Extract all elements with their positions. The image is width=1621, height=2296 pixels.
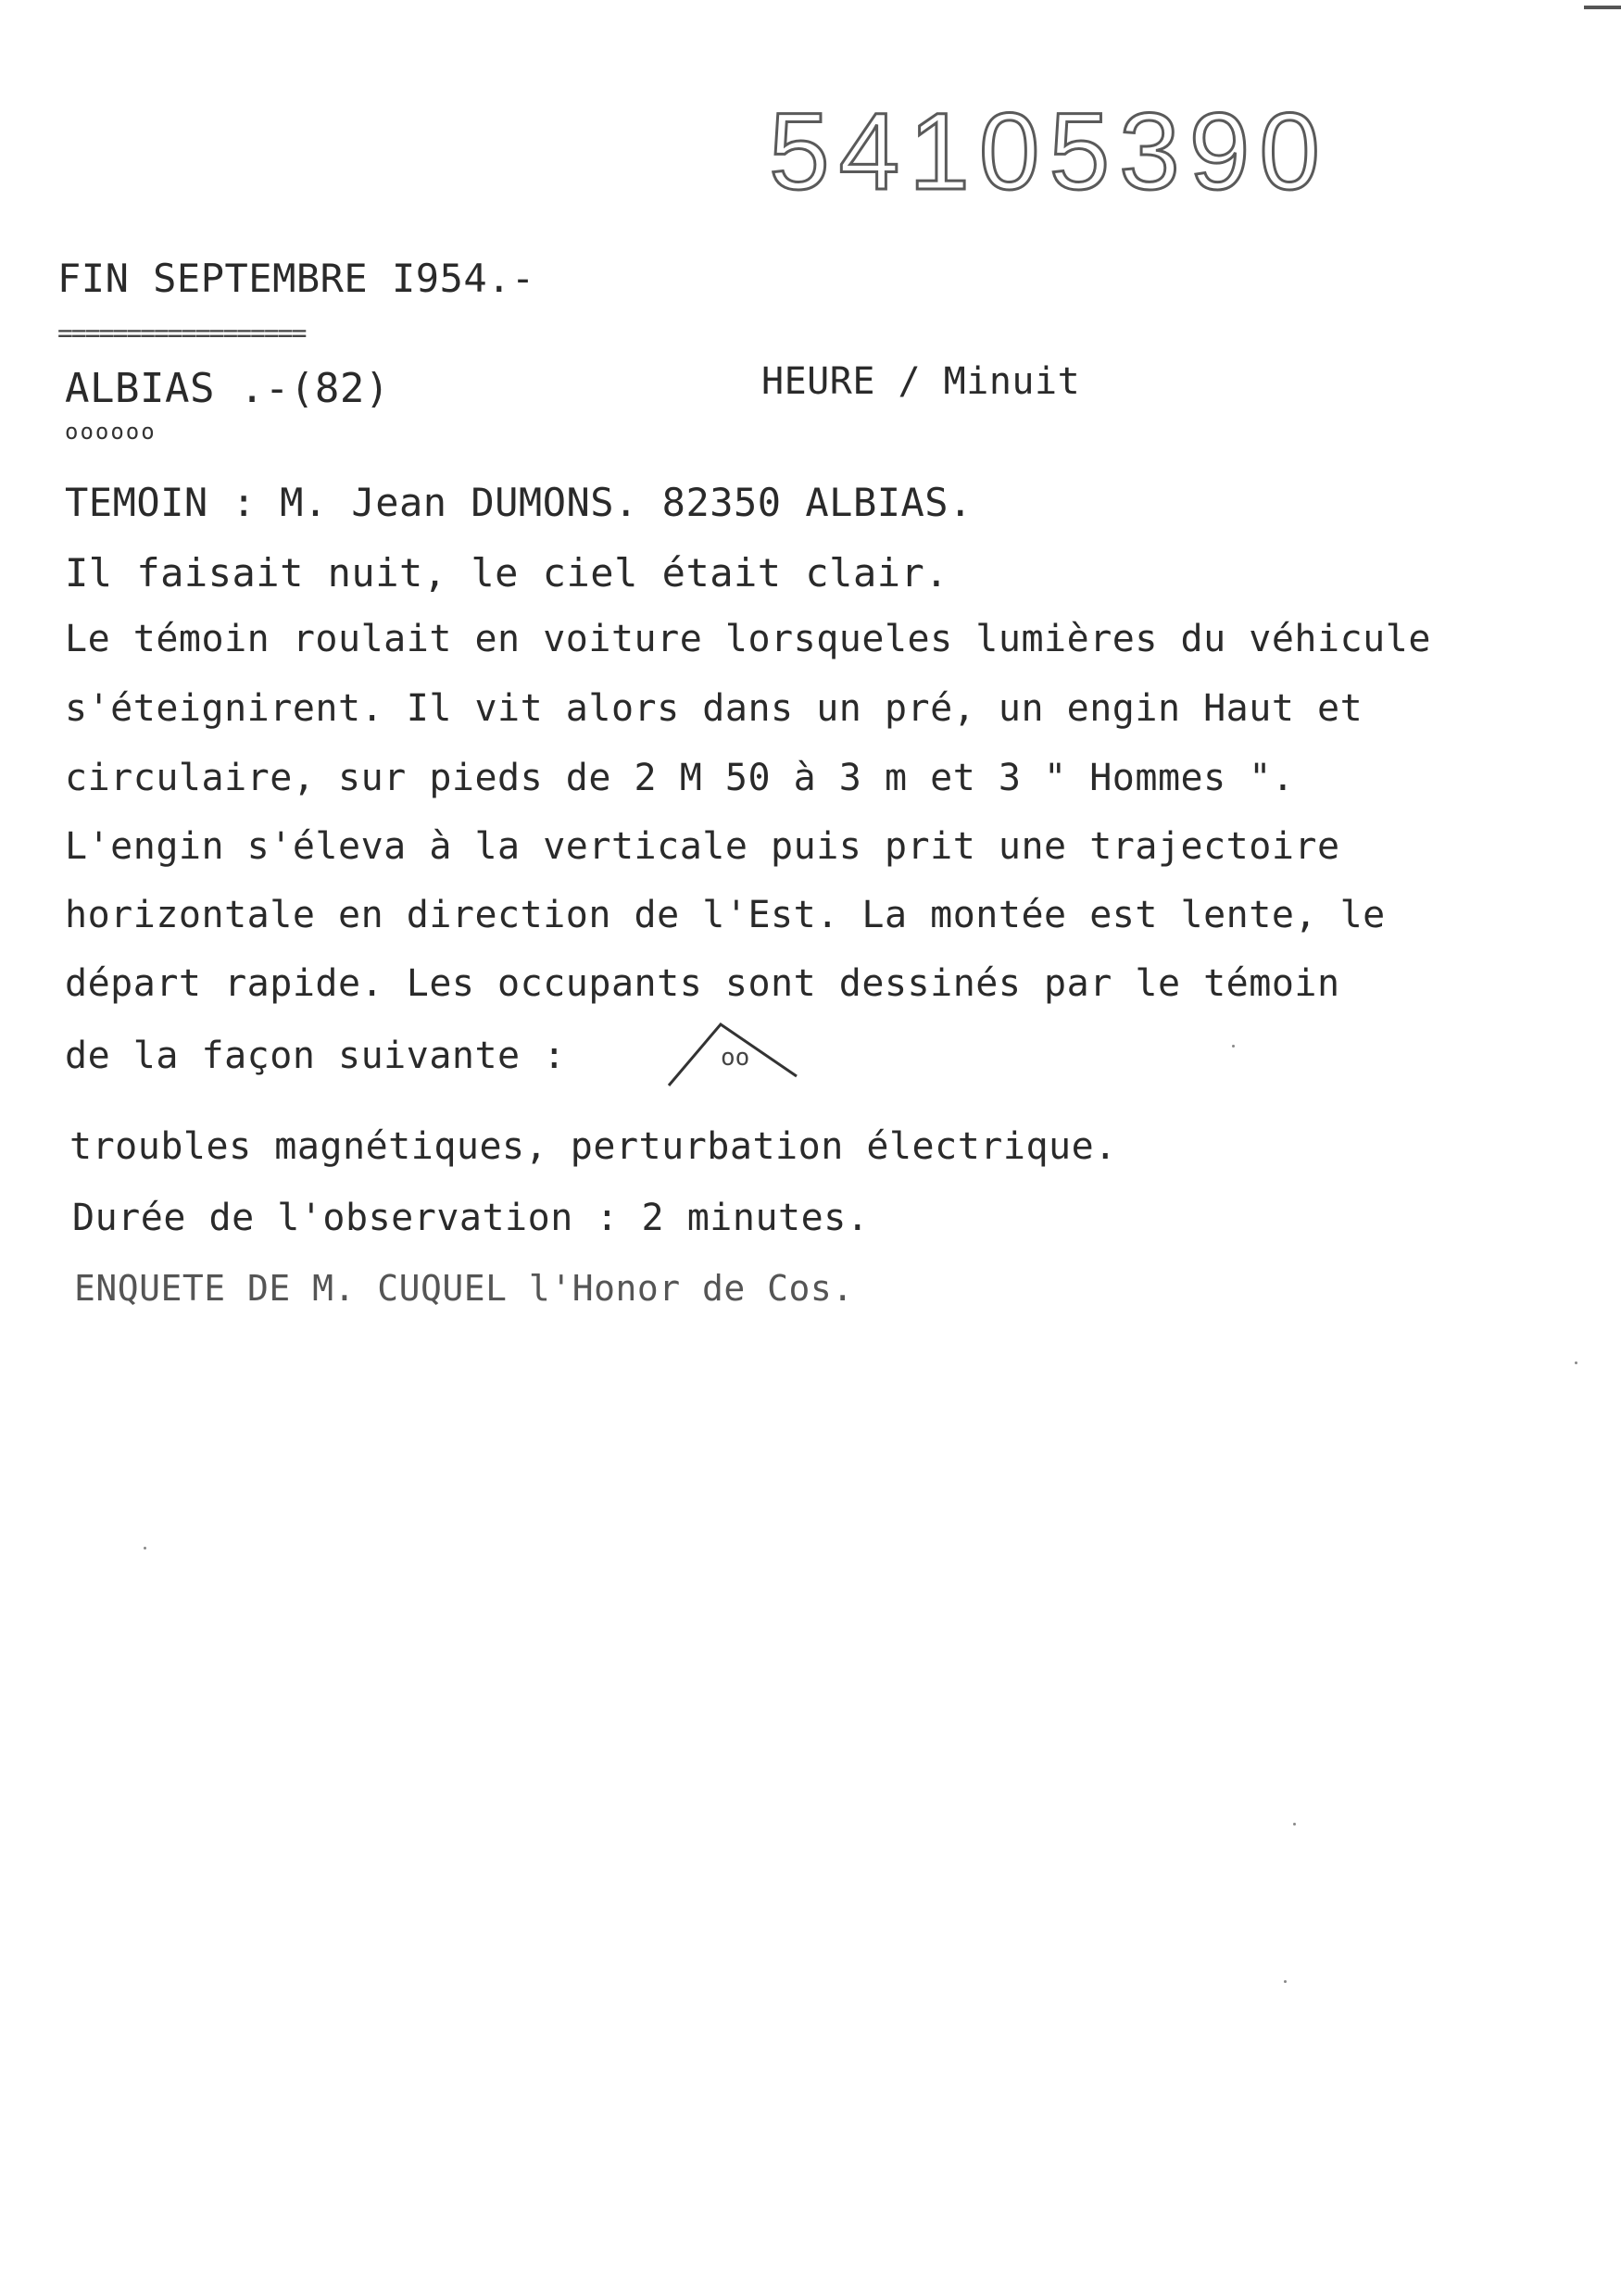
sketch-eyes: oo [721,1044,750,1072]
investigator-line: ENQUETE DE M. CUQUEL l'Honor de Cos. [74,1268,854,1309]
speck [144,1547,146,1549]
body-line-6: horizontale en direction de l'Est. La montée est lente, le [65,894,1386,936]
body-line-7: départ rapide. Les occupants sont dessinés par le témoin [65,962,1340,1005]
body-line-4: circulaire, sur pieds de 2 M 50 à 3 m et 3 " Hommes ". [65,757,1295,799]
body-line-5: L'engin s'éleva à la verticale puis prit une trajectoire [65,825,1340,868]
report-place: ALBIAS .-(82) [65,365,390,412]
document-number-stamp: 54105390 [769,91,1330,213]
body-line-8: de la façon suivante : [65,1035,566,1077]
body-line-2: Le témoin roulait en voiture lorsqueles lumières du véhicule [65,618,1431,660]
place-underline-marks: oooooo [65,419,157,445]
speck [1232,1045,1235,1048]
witness-line: TEMOIN : M. Jean DUMONS. 82350 ALBIAS. [65,480,973,525]
edge-mark [1584,6,1621,9]
report-time: HEURE / Minuit [761,360,1081,403]
footer-line-1: troubles magnétiques, perturbation électrique. [69,1125,1117,1168]
speck [1293,1823,1296,1826]
report-date: FIN SEPTEMBRE I954.- [57,256,535,301]
body-line-1: Il faisait nuit, le ciel était clair. [65,550,949,596]
body-line-3: s'éteignirent. Il vit alors dans un pré, un engin Haut et [65,687,1363,730]
date-underline: ================== [57,318,306,348]
footer-line-2: Durée de l'observation : 2 minutes. [72,1197,870,1239]
occupant-sketch [667,1019,806,1093]
speck [1575,1361,1577,1364]
speck [1284,1980,1287,1983]
